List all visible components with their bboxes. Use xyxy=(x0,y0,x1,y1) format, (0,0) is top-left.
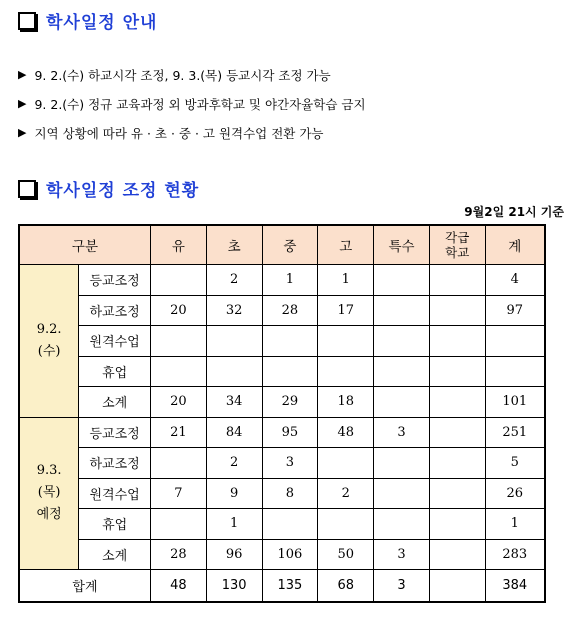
value-cell xyxy=(429,417,485,448)
header-cell xyxy=(429,225,485,265)
value-cell: 1 xyxy=(262,265,318,296)
value-cell: 106 xyxy=(262,539,318,570)
header-cell: 고 xyxy=(318,225,374,265)
value-cell xyxy=(150,448,206,479)
table-total-row xyxy=(19,570,545,603)
value-cell xyxy=(262,356,318,387)
value-cell xyxy=(429,539,485,570)
value-cell: 3 xyxy=(262,448,318,479)
bullet-list xyxy=(18,60,573,147)
value-cell xyxy=(374,326,430,357)
value-cell xyxy=(206,326,262,357)
row-label-cell: 등교조정 xyxy=(79,265,151,296)
value-cell: 4 xyxy=(485,265,545,296)
total-value-cell: 68 xyxy=(318,570,374,603)
total-value-cell: 3 xyxy=(374,570,430,603)
header-cell: 계 xyxy=(485,225,545,265)
value-cell: 28 xyxy=(262,295,318,326)
header-cell: 중 xyxy=(262,225,318,265)
group-label-line: (수) xyxy=(37,343,61,359)
total-value-cell: 48 xyxy=(150,570,206,603)
value-cell: 97 xyxy=(485,295,545,326)
value-cell: 9 xyxy=(206,478,262,509)
section-title: 학사일정 조정 현황 xyxy=(46,181,200,201)
value-cell: 2 xyxy=(318,478,374,509)
triangle-bullet-icon: ▶ xyxy=(18,68,27,81)
value-cell xyxy=(429,448,485,479)
header-cell: 구분 xyxy=(19,225,150,265)
triangle-bullet-icon: ▶ xyxy=(18,126,27,139)
bullet-text: 지역 상황에 따라 유 · 초 · 중 · 고 원격수업 전환 가능 xyxy=(34,125,324,141)
value-cell: 2 xyxy=(206,448,262,479)
row-label-cell: 소계 xyxy=(79,387,151,418)
table-header-row xyxy=(19,225,545,265)
value-cell: 5 xyxy=(485,448,545,479)
total-label-cell: 합계 xyxy=(19,570,150,603)
value-cell xyxy=(150,356,206,387)
value-cell xyxy=(374,295,430,326)
value-cell xyxy=(374,265,430,296)
bullet-item xyxy=(18,60,573,89)
value-cell xyxy=(374,356,430,387)
value-cell: 283 xyxy=(485,539,545,570)
value-cell xyxy=(429,509,485,540)
table-row xyxy=(19,265,545,296)
bullet-item xyxy=(18,118,573,147)
value-cell: 1 xyxy=(206,509,262,540)
table-row xyxy=(19,478,545,509)
value-cell: 50 xyxy=(318,539,374,570)
value-cell: 17 xyxy=(318,295,374,326)
value-cell xyxy=(429,326,485,357)
value-cell xyxy=(374,387,430,418)
value-cell xyxy=(318,448,374,479)
value-cell: 29 xyxy=(262,387,318,418)
table-row xyxy=(19,387,545,418)
group-label-cell xyxy=(19,265,79,418)
table-row xyxy=(19,417,545,448)
value-cell: 48 xyxy=(318,417,374,448)
value-cell: 84 xyxy=(206,417,262,448)
row-label-cell: 원격수업 xyxy=(79,478,151,509)
value-cell xyxy=(429,265,485,296)
value-cell: 8 xyxy=(262,478,318,509)
value-cell xyxy=(318,326,374,357)
table-row xyxy=(19,326,545,357)
table-row xyxy=(19,295,545,326)
value-cell: 34 xyxy=(206,387,262,418)
total-value-cell: 384 xyxy=(485,570,545,603)
row-label-cell: 휴업 xyxy=(79,356,151,387)
value-cell: 251 xyxy=(485,417,545,448)
value-cell xyxy=(429,478,485,509)
total-value-cell: 130 xyxy=(206,570,262,603)
value-cell: 7 xyxy=(150,478,206,509)
row-label-cell: 하교조정 xyxy=(79,448,151,479)
checkbox-square-icon xyxy=(18,180,36,198)
value-cell: 96 xyxy=(206,539,262,570)
value-cell: 2 xyxy=(206,265,262,296)
table-row xyxy=(19,448,545,479)
group-label-line: 9.2. xyxy=(36,321,62,337)
group-label-line: 예정 xyxy=(36,507,62,523)
triangle-bullet-icon: ▶ xyxy=(18,97,27,110)
value-cell: 28 xyxy=(150,539,206,570)
value-cell xyxy=(374,478,430,509)
header-cell: 초 xyxy=(206,225,262,265)
bullet-text: 9. 2.(수) 정규 교육과정 외 방과후학교 및 야간자율학습 금지 xyxy=(34,96,366,112)
value-cell xyxy=(206,356,262,387)
value-cell: 1 xyxy=(485,509,545,540)
value-cell xyxy=(374,448,430,479)
value-cell: 20 xyxy=(150,387,206,418)
table-row xyxy=(19,539,545,570)
row-label-cell: 원격수업 xyxy=(79,326,151,357)
value-cell xyxy=(262,509,318,540)
header-cell: 유 xyxy=(150,225,206,265)
value-cell: 101 xyxy=(485,387,545,418)
bullet-item xyxy=(18,89,573,118)
value-cell: 3 xyxy=(374,417,430,448)
value-cell xyxy=(429,387,485,418)
value-cell: 21 xyxy=(150,417,206,448)
row-label-cell: 소계 xyxy=(79,539,151,570)
value-cell xyxy=(262,326,318,357)
bullet-text: 9. 2.(수) 하교시각 조정, 9. 3.(목) 등교시각 조정 가능 xyxy=(34,67,331,83)
section-heading-status xyxy=(18,176,199,201)
value-cell: 26 xyxy=(485,478,545,509)
value-cell xyxy=(429,295,485,326)
table-row xyxy=(19,509,545,540)
row-label-cell: 휴업 xyxy=(79,509,151,540)
value-cell xyxy=(485,326,545,357)
total-value-cell: 135 xyxy=(262,570,318,603)
table-row xyxy=(19,356,545,387)
checkbox-square-icon xyxy=(18,12,36,30)
group-label-line: (목) xyxy=(37,485,61,501)
value-cell xyxy=(318,509,374,540)
value-cell: 32 xyxy=(206,295,262,326)
value-cell xyxy=(150,326,206,357)
total-value-cell xyxy=(429,570,485,603)
value-cell xyxy=(429,356,485,387)
header-text: 각급 학교 xyxy=(445,230,470,260)
row-label-cell: 등교조정 xyxy=(79,417,151,448)
value-cell xyxy=(150,509,206,540)
value-cell: 1 xyxy=(318,265,374,296)
group-label-cell xyxy=(19,417,79,570)
as-of-timestamp: 9월2일 21시 기준 xyxy=(464,205,564,219)
header-cell: 특수 xyxy=(374,225,430,265)
section-title: 학사일정 안내 xyxy=(46,13,158,33)
value-cell: 95 xyxy=(262,417,318,448)
value-cell: 20 xyxy=(150,295,206,326)
section-heading-guide xyxy=(18,8,157,33)
value-cell xyxy=(374,509,430,540)
row-label-cell: 하교조정 xyxy=(79,295,151,326)
value-cell xyxy=(150,265,206,296)
schedule-table xyxy=(18,224,546,603)
value-cell: 3 xyxy=(374,539,430,570)
value-cell: 18 xyxy=(318,387,374,418)
value-cell xyxy=(485,356,545,387)
group-label-line: 9.3. xyxy=(36,463,62,479)
value-cell xyxy=(318,356,374,387)
